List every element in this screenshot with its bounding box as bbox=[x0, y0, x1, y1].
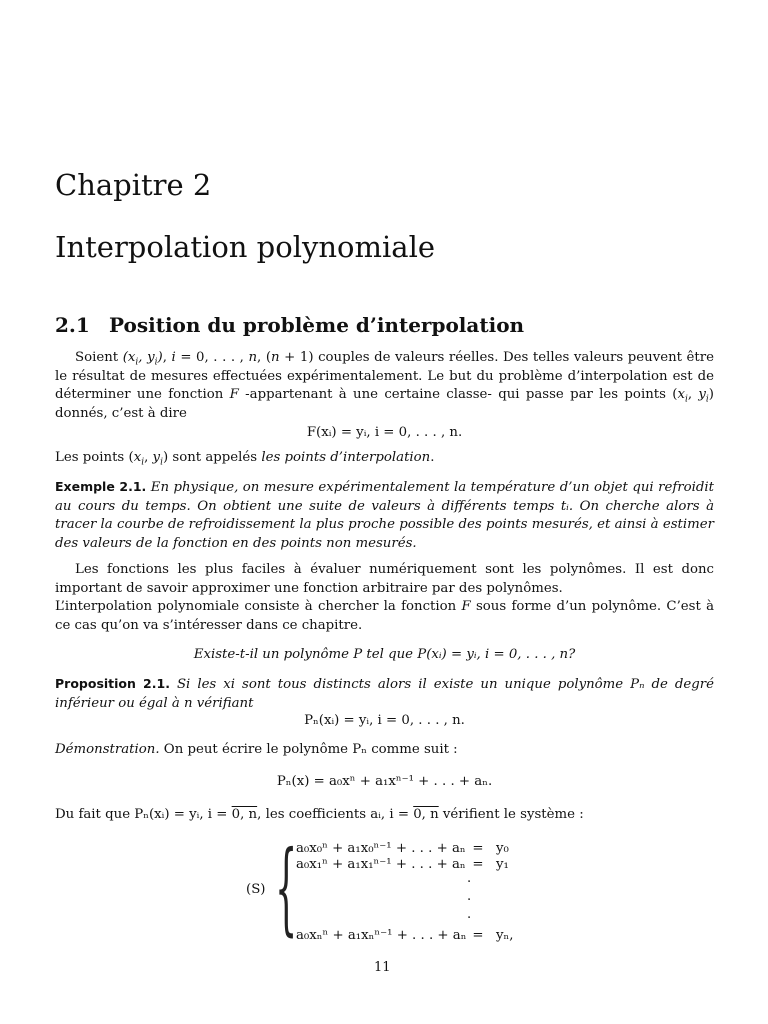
proposition-label: Proposition 2.1. bbox=[55, 676, 170, 691]
equation-pn-condition: Pₙ(xᵢ) = yᵢ, i = 0, . . . , n. bbox=[304, 713, 465, 728]
example-text: En physique, on mesure expérimentalement la température d’un objet qui refroidit au cours du temps. On obtient une suite de valeurs à différents temps tᵢ. On cherche alors à tracer la courbe de refroidissement la plus proche possible des points mesurés, et ainsi à estimer des valeurs de la fonction en des points non mesurés. bbox=[55, 480, 714, 551]
system-dot: . bbox=[467, 907, 472, 922]
existence-question: Existe-t-il un polynôme P tel que P(xᵢ) = yᵢ, i = 0, . . . , n? bbox=[193, 647, 576, 662]
proposition-text: Si les xi sont tous distincts alors il existe un unique polynôme Pₙ de degré inférieur ou égal à n vérifiant bbox=[55, 677, 714, 711]
section-title: Position du problème d’interpolation bbox=[109, 313, 525, 337]
proposition-block bbox=[55, 675, 714, 713]
section-number: 2.1 bbox=[55, 313, 90, 337]
system-row: a₀xₙⁿ + a₁xₙⁿ⁻¹ + . . . + aₙ = yₙ, bbox=[296, 928, 514, 943]
system-intro-paragraph: Du fait que Pₙ(xᵢ) = yᵢ, i = 0, n, les coefficients aᵢ, i = 0, n vérifient le système : bbox=[55, 807, 584, 822]
interpolation-points-paragraph: Les points ($x_i$, $y_i$) sont appelés les points d’interpolation. bbox=[55, 450, 435, 468]
chapter-title: Interpolation polynomiale bbox=[55, 230, 436, 264]
left-brace: { bbox=[275, 829, 298, 946]
system-label: (S) bbox=[246, 882, 266, 897]
system-row: a₀x₁ⁿ + a₁x₁ⁿ⁻¹ + . . . + aₙ = y₁ bbox=[296, 857, 509, 872]
system-row: a₀x₀ⁿ + a₁x₀ⁿ⁻¹ + . . . + aₙ = y₀ bbox=[296, 841, 509, 856]
example-block bbox=[55, 478, 714, 553]
demonstration-paragraph: Démonstration. On peut écrire le polynôme Pₙ comme suit : bbox=[55, 742, 458, 757]
page-number: 11 bbox=[374, 960, 391, 975]
chapter-label: Chapitre 2 bbox=[55, 168, 212, 202]
interpolation-definition-paragraph: L’interpolation polynomiale consiste à chercher la fonction F sous forme d’un polynôme. C’est à ce cas qu’on va s’intéresser dans ce chapitre. bbox=[55, 599, 715, 633]
equation-polynomial-form: Pₙ(x) = a₀xⁿ + a₁xⁿ⁻¹ + . . . + aₙ. bbox=[276, 774, 493, 789]
section-heading bbox=[55, 313, 524, 337]
equation-interpolation-condition: F(xᵢ) = yᵢ, i = 0, . . . , n. bbox=[306, 425, 463, 440]
polynomials-paragraph: Les fonctions les plus faciles à évaluer numériquement sont les polynômes. Il est donc important de savoir approximer une fonction arbitraire par des polynômes. bbox=[55, 562, 714, 596]
system-dot: . bbox=[467, 871, 472, 886]
system-dot: . bbox=[467, 889, 472, 904]
intro-paragraph: Soient ($x_i$, $y_i$), i = 0, . . . , n, (n + 1) couples de valeurs réelles. Des telles valeurs peuvent être le résultat de mesures effectuées expérimentalement. Le but du problème d’interpolation est de déterminer une fonction F -appartenant à une certaine classe- qui passe par les points ($x_i$, $y_i$) donnés, c’est à dire bbox=[55, 350, 714, 421]
example-label: Exemple 2.1. bbox=[55, 479, 147, 494]
demonstration-label: Démonstration. bbox=[55, 742, 160, 757]
